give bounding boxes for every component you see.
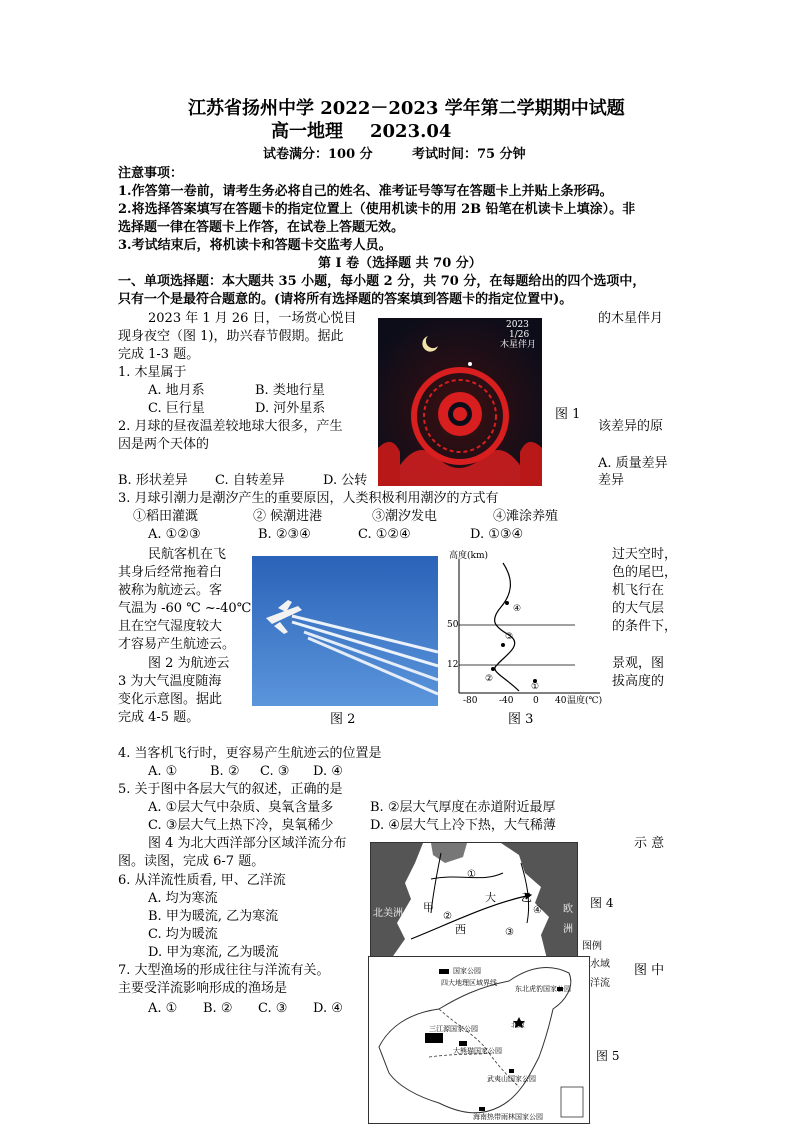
- passage-text: 其身后经常拖着白: [118, 565, 223, 580]
- passage-text: 图 4 为北大西洋部分区域洋流分布: [148, 836, 347, 851]
- question-3-item: ② 候潮进港: [253, 509, 323, 524]
- notice-heading: 注意事项：: [118, 166, 184, 181]
- fig3-xtick: -40: [499, 696, 514, 706]
- passage-text: 图。读图，完成 6-7 题。: [118, 854, 265, 869]
- fig5-park: 东北虎豹国家公园: [515, 985, 571, 993]
- svg-text:①: ①: [531, 682, 540, 692]
- passage-text: 的条件下，: [612, 619, 678, 634]
- question-6-option-c: C. 均为暖流: [148, 927, 218, 942]
- passage-text: 气温为 -60 ℃ ~-40℃: [118, 601, 252, 616]
- exam-time: 考试时间：75 分钟: [412, 147, 526, 162]
- question-5-stem: 5. 关于图中各层大气的叙述，正确的是: [118, 782, 343, 797]
- question-1-option-a: A. 地月系: [148, 383, 205, 398]
- svg-text:③: ③: [505, 927, 514, 938]
- passage-text: 色的尾巴，: [612, 565, 678, 580]
- question-2-option-d: D. 公转: [323, 473, 368, 488]
- fig4-legend-title: 图例: [582, 941, 602, 952]
- fig1-caption: 木星伴月: [500, 340, 537, 350]
- question-6-option-b: B. 甲为暖流, 乙为寒流: [148, 909, 279, 924]
- figure-3-temperature-altitude: [445, 551, 610, 709]
- notice-item: 选择题一律在答题卡上作答，在试卷上答题无效。: [118, 220, 405, 235]
- contrail-photo: [252, 556, 438, 706]
- question-6-stem: 6. 从洋流性质看, 甲、乙洋流: [118, 873, 286, 888]
- passage-text: 的大气层: [612, 601, 665, 616]
- passage-text: 景观，图: [612, 656, 665, 671]
- svg-text:②: ②: [485, 674, 494, 684]
- svg-text:①: ①: [467, 869, 476, 880]
- exam-score: 试卷满分：100 分: [263, 147, 373, 162]
- question-2-option-d-tail: 差异: [598, 473, 625, 488]
- question-3-option-a: A. ①②③: [148, 527, 201, 542]
- question-2-stem: 2. 月球的昼夜温差较地球大很多，产生: [118, 419, 343, 434]
- figure-3-label: 图 3: [508, 712, 534, 727]
- svg-text:④: ④: [533, 905, 542, 916]
- question-7-option-d: D. ④: [313, 1001, 343, 1016]
- fig5-park: 三江源国家公园: [429, 1025, 478, 1033]
- fig3-xtick: -80: [463, 696, 478, 706]
- question-6-option-a: A. 均为寒流: [148, 891, 218, 906]
- passage-text: 才容易产生航迹云。: [118, 637, 236, 652]
- question-1-option-b: B. 类地行星: [255, 383, 325, 398]
- passage-text: 完成 4-5 题。: [118, 710, 200, 725]
- question-6-option-d: D. 甲为寒流, 乙为暖流: [148, 945, 279, 960]
- passage-text: 示 意: [634, 836, 665, 851]
- figure-4-label: 图 4: [590, 896, 614, 910]
- question-7-stem: 7. 大型渔场的形成往往与洋流有关。: [118, 963, 330, 978]
- exam-date: 2023.04: [370, 121, 452, 142]
- figure-2-contrails: [252, 556, 438, 706]
- passage-text: 的木星伴月: [598, 311, 664, 326]
- question-2-stem: 该差异的原: [598, 419, 664, 434]
- question-3-item: ④滩涂养殖: [493, 509, 559, 524]
- figure-4-atlantic-currents: [370, 842, 578, 960]
- section-title: 第 I 卷（选择题 共 70 分）: [318, 256, 482, 271]
- fig5-park: 大熊猫国家公园: [453, 1047, 502, 1055]
- passage-text: 现身夜空（图 1)，助兴春节假期。据此: [118, 329, 344, 344]
- fig1-date: 1/26: [509, 330, 530, 340]
- figure-5-china-parks-map: [368, 956, 590, 1124]
- passage-text: 且在空气湿度较大: [118, 619, 223, 634]
- question-3-stem: 3. 月球引潮力是潮汐产生的重要原因，人类积极利用潮汐的方式有: [118, 491, 499, 506]
- fig5-park: 海南热带雨林国家公园: [473, 1113, 543, 1121]
- notice-item: 1.作答第一卷前，请考生务必将自己的姓名、准考证号等写在答题卡上并贴上条形码。: [118, 184, 613, 199]
- passage-text: 图 2 为航迹云: [148, 656, 230, 671]
- question-5-option-c: C. ③层大气上热下冷，臭氧稀少: [148, 818, 334, 833]
- fig4-jia: 甲: [423, 901, 434, 914]
- passage-text: 变化示意图。据此: [118, 692, 223, 707]
- fig3-ytick: 12: [447, 660, 459, 670]
- passage-text: 被称为航迹云。客: [118, 583, 223, 598]
- question-3-item: ③潮汐发电: [372, 509, 438, 524]
- fig4-legend-current: 洋流: [590, 978, 610, 989]
- passage-text: 2023 年 1 月 26 日，一场赏心悦目: [148, 311, 357, 326]
- question-3-item: ①稻田灌溉: [133, 509, 199, 524]
- question-5-option-b: B. ②层大气厚度在赤道附近最厚: [370, 800, 556, 815]
- question-5-option-a: A. ①层大气中杂质、臭氧含量多: [148, 800, 334, 815]
- section-intro: 只有一个是最符合题意的。(请将所有选择题的答案填到答题卡的指定位置中)。: [118, 292, 573, 307]
- fig4-xi: 西: [455, 923, 466, 936]
- question-3-option-c: C. ①②④: [358, 527, 411, 542]
- fig4-zhou: 洲: [563, 924, 573, 935]
- section-intro: 一、单项选择题：本大题共 35 小题，每小题 2 分，共 70 分，在每题给出的四个选项中，: [118, 274, 646, 289]
- question-4-stem: 4. 当客机飞行时，更容易产生航迹云的位置是: [118, 746, 382, 761]
- fig4-yi: 乙: [521, 891, 532, 904]
- question-4-option-b: B. ②: [210, 764, 240, 779]
- question-3-option-b: B. ②③④: [258, 527, 311, 542]
- question-4-option-a: A. ①: [148, 764, 178, 779]
- passage-text: 3 为大气温度随海: [118, 674, 222, 689]
- temp-altitude-chart: [445, 551, 610, 709]
- svg-text:④: ④: [513, 604, 522, 614]
- question-1-stem: 1. 木星属于: [118, 365, 187, 380]
- fig4-legend-water: 水域: [590, 959, 610, 970]
- exam-title: 江苏省扬州中学 2022－2023 学年第二学期期中试题: [188, 98, 625, 119]
- figure-2-label: 图 2: [330, 712, 356, 727]
- svg-text:②: ②: [443, 911, 452, 922]
- fig4-europe: 欧: [563, 904, 573, 915]
- fig4-da: 大: [485, 891, 496, 904]
- question-2-option-a: A. 质量差异: [598, 456, 668, 471]
- passage-text: 机飞行在: [612, 583, 665, 598]
- fig3-xtick: 0: [533, 696, 539, 706]
- question-7-option-c: C. ③: [258, 1001, 288, 1016]
- fig5-legend-park: 国家公园: [453, 967, 481, 975]
- north-atlantic-map: [371, 843, 577, 959]
- fig3-xtick: 40: [555, 696, 567, 706]
- passage-text: 拔高度的: [612, 674, 665, 689]
- fig3-xlabel: 温度(℃): [567, 696, 603, 706]
- question-5-option-d: D. ④层大气上冷下热，大气稀薄: [370, 818, 556, 833]
- exam-subject: 高一地理: [271, 121, 343, 142]
- question-2-option-b: B. 形状差异: [118, 473, 188, 488]
- passage-text: 完成 1-3 题。: [118, 347, 200, 362]
- notice-item: 2.将选择答案填写在答题卡的指定位置上（使用机读卡的用 2B 铅笔在机读卡上填涂）。非: [118, 202, 636, 217]
- question-4-option-c: C. ③: [260, 764, 290, 779]
- figure-5-label: 图 5: [596, 1049, 620, 1063]
- question-7-option-b: B. ②: [203, 1001, 233, 1016]
- svg-text:③: ③: [505, 632, 514, 642]
- fig4-north-america: 北美洲: [373, 908, 403, 919]
- question-1-option-d: D. 河外星系: [255, 401, 326, 416]
- fig5-city: 北京: [511, 1021, 525, 1029]
- fig5-park: 武夷山国家公园: [487, 1075, 536, 1083]
- question-7-option-a: A. ①: [148, 1001, 178, 1016]
- question-7-stem: 主要受洋流影响形成的渔场是: [118, 981, 288, 996]
- figure-1-jupiter-moon: [378, 318, 542, 486]
- question-2-option-c: C. 自转差异: [215, 473, 285, 488]
- question-7-stem: 图 中: [634, 963, 665, 978]
- question-2-stem: 因是两个天体的: [118, 437, 210, 452]
- passage-text: 过天空时，: [612, 547, 678, 562]
- question-1-option-c: C. 巨行星: [148, 401, 205, 416]
- notice-item: 3.考试结束后，将机读卡和答题卡交监考人员。: [118, 238, 392, 253]
- question-4-option-d: D. ④: [313, 764, 343, 779]
- passage-text: 民航客机在飞: [148, 547, 227, 562]
- fig1-year: 2023: [506, 320, 529, 330]
- figure-1-label: 图 1: [555, 407, 581, 422]
- question-3-option-d: D. ①③④: [470, 527, 524, 542]
- fig3-ylabel: 高度(km): [449, 551, 489, 561]
- fig3-ytick: 50: [447, 620, 459, 630]
- fig5-legend-boundary: 四大地理区域界线: [441, 979, 497, 987]
